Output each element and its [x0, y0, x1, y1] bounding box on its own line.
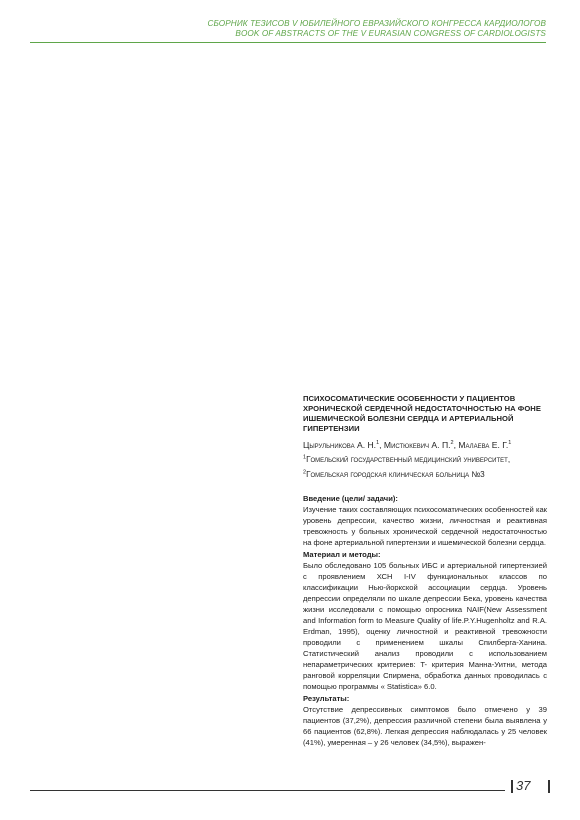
section-heading-methods: Материал и методы: — [303, 550, 381, 559]
page-number: 37 — [516, 778, 531, 793]
footer-rule — [30, 790, 505, 791]
author-name: Малаева Е. Г. — [458, 440, 509, 450]
author-affiliation-mark: 1 — [508, 440, 512, 447]
article-title: ПСИХОСОМАТИЧЕСКИЕ ОСОБЕННОСТИ У ПАЦИЕНТОВ ХРОНИЧЕСКОЙ СЕРДЕЧНОЙ НЕДОСТАТОЧНОСТЬЮ НА ФОНЕ ИШЕМИЧЕСКОЙ БОЛЕЗНИ СЕРДЦА И АРТЕРИАЛЬНОЙ ГИПЕРТЕНЗИИ — [303, 394, 541, 433]
running-header-ru: СБОРНИК ТЕЗИСОВ V ЮБИЛЕЙНОГО ЕВРАЗИЙСКОГО КОНГРЕССА КАРДИОЛОГОВ — [207, 19, 546, 28]
affiliation-mark: 2 — [303, 469, 307, 476]
running-header-en: BOOK OF ABSTRACTS OF THE V EURASIAN CONGRESS OF CARDIOLOGISTS — [235, 29, 546, 38]
section-text-results: Отсутствие депрессивных симптомов было отмечено у 39 пациентов (37,2%), депрессия различной степени была выявлена у 66 пациентов (62,8%). Легкая депрессия наблюдалась у 25 человек (41%), умеренная – у 26 человек (34,5%), выражен- — [303, 705, 547, 747]
author-list: Цырульникова А. Н.$^1$, Мистюкевич А. П.$^2$, Малаева Е. Г.$^1$ — [303, 440, 512, 450]
author-affiliation-mark: 1 — [376, 440, 380, 447]
affiliation — [303, 454, 547, 466]
author-name: Мистюкевич А. П. — [383, 440, 451, 450]
section-heading-results: Результаты: — [303, 694, 350, 703]
section-text-introduction: Изучение таких составляющих психосоматических особенностей как уровень депрессии, качество жизни, личностная и реактивная тревожность у больных хронической сердечной недостаточностью на фоне артериальной гипертензии и ишемической болезни сердца. — [303, 505, 547, 547]
affiliation-mark: 1 — [303, 454, 307, 461]
header-rule — [30, 42, 546, 43]
author-name: Цырульникова А. Н. — [303, 440, 377, 450]
page-number-bracket-right — [548, 780, 550, 793]
page-number-bracket-left — [511, 780, 513, 793]
section-heading-introduction: Введение (цели/ задачи): — [303, 494, 398, 503]
abstract-body — [303, 493, 547, 749]
author-affiliation-mark: 2 — [450, 440, 454, 447]
section-text-methods: Было обследовано 105 больных ИБС и артериальной гипертензией с проявлением ХСН I-IV функциональных классов по классификации Нью-йоркской ассоциации сердца. Уровень депрессии определяли по шкале депрессии Бека, уровень качества жизни исследовали с помощью опросника NAIF(New Assessment and Information form to Measure Quality of life.P.Y.Hugenholtz and R.A. Erdman, 1995), оценку личностной и реактивной тревожности проводили с применением шкалы Спилберга-Ханина. Статистический анализ проводили с использованием непараметрических критериев: T- критерия Манна-Уитни, метода ранговой корреляции Спирмена, обработка данных проводилась с помощью программы « Statistica» 6.0. — [303, 561, 547, 691]
affiliation-text: Гомельский государственный медицинский университет, — [306, 455, 511, 464]
affiliation-text: Гомельская городская клиническая больница №3 — [306, 470, 485, 479]
affiliation — [303, 469, 547, 481]
